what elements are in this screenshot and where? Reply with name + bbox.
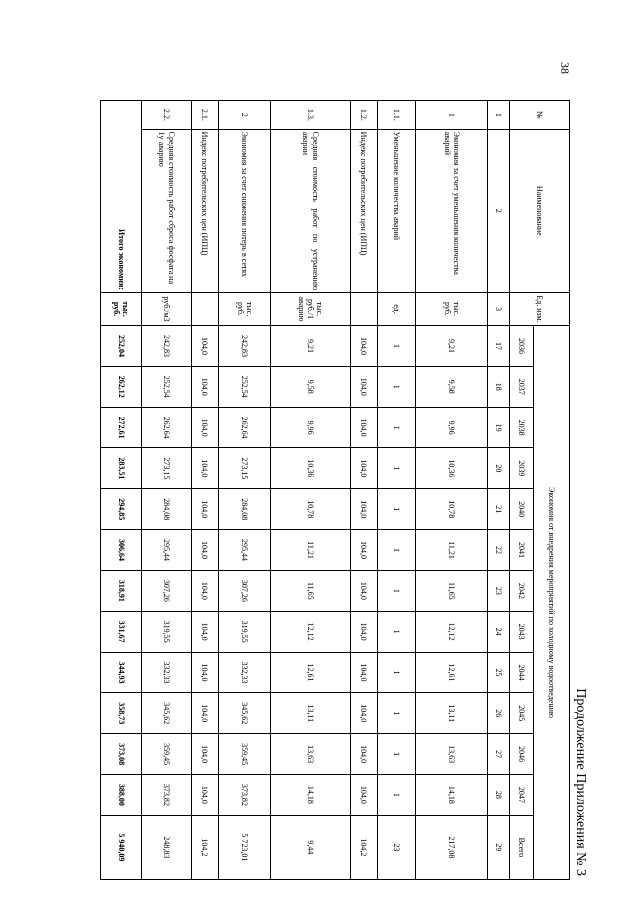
index-cell: 29 (487, 815, 509, 879)
year-cell: Всего (509, 815, 534, 879)
table-row (271, 101, 351, 880)
year-cell: 2041 (509, 530, 534, 571)
value-cell: 12,12 (416, 611, 487, 652)
total-label: Итого экономия: (101, 101, 142, 293)
total-cell: 283,51 (101, 448, 142, 489)
value-cell: 104,2 (350, 815, 377, 879)
header-unit: Ед. изм. (509, 292, 569, 325)
header-num: № (509, 101, 569, 130)
year-cell: 2043 (509, 611, 534, 652)
value-cell: 345,62 (219, 693, 271, 734)
value-cell: 11,21 (271, 530, 351, 571)
index-cell: 2 (487, 129, 509, 292)
value-cell: 104,0 (191, 448, 218, 489)
value-cell: 12,61 (416, 652, 487, 693)
value-cell: 373,82 (219, 774, 271, 815)
row-unit: тыс. руб. (219, 292, 271, 325)
row-num: 1.3. (271, 101, 351, 130)
value-cell: 12,61 (271, 652, 351, 693)
value-cell: 242,83 (219, 326, 271, 367)
row-unit: руб./м3 (142, 292, 191, 325)
row-num: 2.2. (142, 101, 191, 130)
row-num: 1.1. (378, 101, 416, 130)
value-cell: 1 (378, 652, 416, 693)
value-cell: 319,55 (142, 611, 191, 652)
value-cell: 295,44 (219, 530, 271, 571)
year-cell: 2042 (509, 570, 534, 611)
total-cell: 252,04 (101, 326, 142, 367)
value-cell: 9,58 (416, 366, 487, 407)
row-name: Экономия за счет снижения потерь в сетях (219, 129, 271, 292)
value-cell: 9,96 (416, 407, 487, 448)
value-cell: 104,0 (191, 570, 218, 611)
value-cell: 10,36 (271, 448, 351, 489)
value-cell: 104,0 (191, 326, 218, 367)
total-cell: 272,61 (101, 407, 142, 448)
value-cell: 14,18 (416, 774, 487, 815)
rotated-page (100, 100, 588, 880)
value-cell: 262,64 (219, 407, 271, 448)
value-cell: 345,62 (142, 693, 191, 734)
value-cell: 273,15 (142, 448, 191, 489)
total-cell: 373,08 (101, 734, 142, 775)
value-cell: 11,21 (416, 530, 487, 571)
table-row (416, 101, 487, 880)
row-name: Экономия за счет уменьшения количества аварий (416, 129, 487, 292)
total-cell: 5 940,09 (101, 815, 142, 879)
value-cell: 11,65 (271, 570, 351, 611)
table-row (219, 101, 271, 880)
index-cell: 27 (487, 734, 509, 775)
value-cell: 252,54 (219, 366, 271, 407)
value-cell: 332,33 (142, 652, 191, 693)
index-cell: 20 (487, 448, 509, 489)
index-cell: 19 (487, 407, 509, 448)
value-cell: 9,96 (271, 407, 351, 448)
value-cell: 104,0 (350, 693, 377, 734)
value-cell: 332,33 (219, 652, 271, 693)
value-cell: 284,08 (219, 489, 271, 530)
total-cell: 344,93 (101, 652, 142, 693)
year-cell: 2036 (509, 326, 534, 367)
value-cell: 1 (378, 611, 416, 652)
value-cell: 5 723,01 (219, 815, 271, 879)
value-cell: 104,2 (191, 815, 218, 879)
table-row (378, 101, 416, 880)
year-cell: 2037 (509, 366, 534, 407)
value-cell: 9,58 (271, 366, 351, 407)
value-cell: 104,0 (350, 734, 377, 775)
total-row (101, 101, 142, 880)
total-cell: 318,91 (101, 570, 142, 611)
page-number: 38 (558, 62, 572, 74)
value-cell: 104,0 (191, 489, 218, 530)
value-cell: 252,54 (142, 366, 191, 407)
value-cell: 9,44 (271, 815, 351, 879)
row-name: Уменьшение количества аварий (378, 129, 416, 292)
index-cell: 22 (487, 530, 509, 571)
value-cell: 9,21 (416, 326, 487, 367)
value-cell: 104,0 (350, 489, 377, 530)
value-cell: 1 (378, 448, 416, 489)
value-cell: 273,15 (219, 448, 271, 489)
row-name: Средняя стоимость работ сброса фосфата на 1у аварию (142, 129, 191, 292)
value-cell: 1 (378, 530, 416, 571)
year-cell: 2045 (509, 693, 534, 734)
value-cell: 295,44 (142, 530, 191, 571)
table-row (350, 101, 377, 880)
value-cell: 248,83 (142, 815, 191, 879)
value-cell: 10,78 (416, 489, 487, 530)
total-cell: 388,00 (101, 774, 142, 815)
year-cell: 2038 (509, 407, 534, 448)
value-cell: 13,63 (416, 734, 487, 775)
value-cell: 104,0 (350, 530, 377, 571)
value-cell: 262,64 (142, 407, 191, 448)
row-name: Индекс потребительских цен (ИПЦ) (191, 129, 218, 292)
value-cell: 104,0 (191, 407, 218, 448)
value-cell: 104,0 (350, 407, 377, 448)
value-cell: 14,18 (271, 774, 351, 815)
value-cell: 307,26 (219, 570, 271, 611)
value-cell: 359,45 (142, 734, 191, 775)
row-unit (350, 292, 377, 325)
index-cell: 17 (487, 326, 509, 367)
value-cell: 359,45 (219, 734, 271, 775)
index-cell: 25 (487, 652, 509, 693)
value-cell: 9,21 (271, 326, 351, 367)
value-cell: 1 (378, 326, 416, 367)
value-cell: 23 (378, 815, 416, 879)
row-unit: тыс. руб. (416, 292, 487, 325)
value-cell: 373,82 (142, 774, 191, 815)
value-cell: 217,08 (416, 815, 487, 879)
index-cell: 3 (487, 292, 509, 325)
row-num: 1 (416, 101, 487, 130)
value-cell: 104,0 (191, 530, 218, 571)
row-num: 2 (219, 101, 271, 130)
value-cell: 242,83 (142, 326, 191, 367)
index-cell: 1 (487, 101, 509, 130)
index-cell: 26 (487, 693, 509, 734)
value-cell: 104,0 (350, 570, 377, 611)
value-cell: 1 (378, 489, 416, 530)
value-cell: 104,0 (191, 652, 218, 693)
header-group-title: Экономия от внедрения мероприятий по холодному водоотведению (534, 326, 570, 880)
total-cell: 358,73 (101, 693, 142, 734)
value-cell: 13,11 (271, 693, 351, 734)
total-cell: 331,67 (101, 611, 142, 652)
row-unit: тыс. руб./1 аварию (271, 292, 351, 325)
year-cell: 2044 (509, 652, 534, 693)
value-cell: 284,08 (142, 489, 191, 530)
value-cell: 104,0 (350, 611, 377, 652)
value-cell: 104,0 (350, 652, 377, 693)
index-cell: 18 (487, 366, 509, 407)
value-cell: 1 (378, 734, 416, 775)
value-cell: 104,0 (191, 693, 218, 734)
row-name: Средняя стоимость работ по устранению аварии (271, 129, 351, 292)
year-cell: 2047 (509, 774, 534, 815)
value-cell: 104,0 (350, 366, 377, 407)
value-cell: 307,26 (142, 570, 191, 611)
index-cell: 28 (487, 774, 509, 815)
year-cell: 2046 (509, 734, 534, 775)
row-num: 2.1. (191, 101, 218, 130)
value-cell: 13,63 (271, 734, 351, 775)
value-cell: 1 (378, 693, 416, 734)
value-cell: 104,0 (350, 326, 377, 367)
index-row (487, 101, 509, 880)
header-name: Наименование (509, 129, 569, 292)
total-unit: тыс. руб. (101, 292, 142, 325)
row-unit: ед. (378, 292, 416, 325)
value-cell: 104,0 (191, 366, 218, 407)
value-cell: 11,65 (416, 570, 487, 611)
index-cell: 24 (487, 611, 509, 652)
row-name: Индекс потребительских цен (ИПЦ) (350, 129, 377, 292)
appendix-title: Продолжение Приложения № 3 (573, 688, 588, 876)
value-cell: 10,36 (416, 448, 487, 489)
value-cell: 319,55 (219, 611, 271, 652)
row-num: 1.2. (350, 101, 377, 130)
row-unit (191, 292, 218, 325)
total-cell: 306,64 (101, 530, 142, 571)
value-cell: 1 (378, 774, 416, 815)
economy-table (100, 100, 570, 880)
value-cell: 12,12 (271, 611, 351, 652)
value-cell: 104,0 (350, 448, 377, 489)
year-cell: 2040 (509, 489, 534, 530)
value-cell: 104,0 (191, 734, 218, 775)
value-cell: 104,0 (350, 774, 377, 815)
table-row (142, 101, 191, 880)
total-cell: 294,85 (101, 489, 142, 530)
value-cell: 1 (378, 366, 416, 407)
value-cell: 10,78 (271, 489, 351, 530)
value-cell: 1 (378, 570, 416, 611)
index-cell: 23 (487, 570, 509, 611)
year-cell: 2039 (509, 448, 534, 489)
value-cell: 104,0 (191, 774, 218, 815)
value-cell: 13,11 (416, 693, 487, 734)
table-row (191, 101, 218, 880)
total-cell: 262,12 (101, 366, 142, 407)
header-row-group (534, 101, 570, 880)
index-cell: 21 (487, 489, 509, 530)
value-cell: 1 (378, 407, 416, 448)
value-cell: 104,0 (191, 611, 218, 652)
